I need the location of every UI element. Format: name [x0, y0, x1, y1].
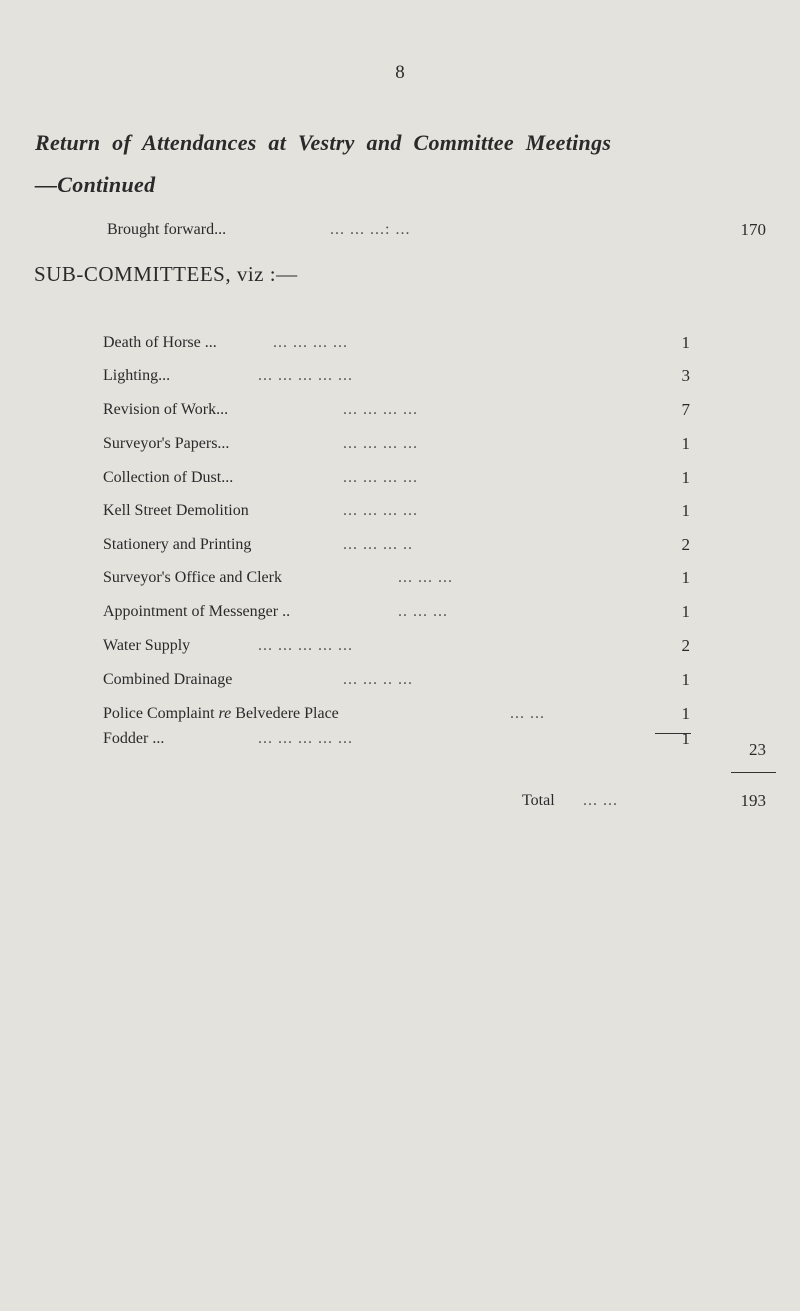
leader-dots: ... ... [583, 792, 618, 809]
item-label: Water Supply [103, 637, 191, 654]
item-label: Stationery and Printing [103, 536, 252, 553]
list-item [0, 598, 800, 626]
leader-dots: ... ... ... ... ... [258, 367, 353, 384]
leader-dots: ... ... ... ... [273, 334, 348, 351]
leader-dots: ... ... ...: ... [330, 221, 411, 238]
title-line-2: —Continued [35, 172, 156, 197]
item-value: 1 [681, 434, 690, 453]
item-value: 3 [681, 366, 690, 385]
item-label: Revision of Work... [103, 401, 229, 418]
list-item [0, 632, 800, 660]
item-label: Collection of Dust... [103, 469, 234, 486]
item-value: 1 [681, 333, 690, 352]
list-item [0, 700, 800, 728]
leader-dots: ... ... ... ... [343, 502, 418, 519]
list-item [0, 396, 800, 424]
leader-dots: .. ... ... [398, 603, 448, 620]
subtotal-value: 23 [749, 740, 766, 759]
item-label: Lighting... [103, 367, 171, 384]
item-value: 1 [681, 468, 690, 487]
item-label: Kell Street Demolition [103, 502, 249, 519]
leader-dots: ... ... [510, 705, 545, 722]
brought-forward-row [0, 216, 800, 244]
leader-dots: ... ... ... ... [343, 401, 418, 418]
document-title [35, 122, 775, 206]
list-item [0, 725, 800, 753]
item-label: Combined Drainage [103, 671, 233, 688]
leader-dots: ... ... ... ... ... [258, 730, 353, 747]
leader-dots: ... ... ... ... ... [258, 637, 353, 654]
item-value: 1 [681, 729, 690, 748]
leader-dots: ... ... ... ... [343, 469, 418, 486]
list-item [0, 362, 800, 390]
total-row [0, 787, 800, 815]
item-value: 1 [681, 602, 690, 621]
leader-dots: ... ... ... .. [343, 536, 413, 553]
brought-forward-value: 170 [740, 220, 766, 239]
item-value: 2 [681, 636, 690, 655]
total-value: 193 [740, 791, 766, 810]
item-value: 1 [681, 704, 690, 723]
item-label: Fodder ... [103, 730, 165, 747]
item-value: 1 [681, 568, 690, 587]
list-item [0, 464, 800, 492]
page-number: 8 [395, 62, 405, 83]
list-item [0, 497, 800, 525]
leader-dots: ... ... .. ... [343, 671, 413, 688]
list-item [0, 531, 800, 559]
leader-dots: ... ... ... ... [343, 435, 418, 452]
item-value: 1 [681, 670, 690, 689]
list-item [0, 430, 800, 458]
total-label: Total [522, 792, 555, 809]
leader-dots: ... ... ... [398, 569, 453, 586]
item-value: 2 [681, 535, 690, 554]
subtotal-rule [655, 733, 691, 734]
item-label: Surveyor's Office and Clerk [103, 569, 282, 586]
item-label: Appointment of Messenger .. [103, 603, 291, 620]
total-rule [731, 772, 776, 773]
section-heading: SUB-COMMITTEES, viz :— [34, 262, 298, 286]
list-item [0, 564, 800, 592]
title-line-1: Return of Attendances at Vestry and Committee Meetings [35, 130, 612, 155]
item-label: Police Complaint re Belvedere Place [103, 705, 339, 722]
item-value: 1 [681, 501, 690, 520]
list-item [0, 666, 800, 694]
item-label: Death of Horse ... [103, 334, 217, 351]
list-item [0, 329, 800, 357]
item-label: Surveyor's Papers... [103, 435, 230, 452]
item-value: 7 [681, 400, 690, 419]
brought-forward-label: Brought forward... [107, 221, 227, 238]
